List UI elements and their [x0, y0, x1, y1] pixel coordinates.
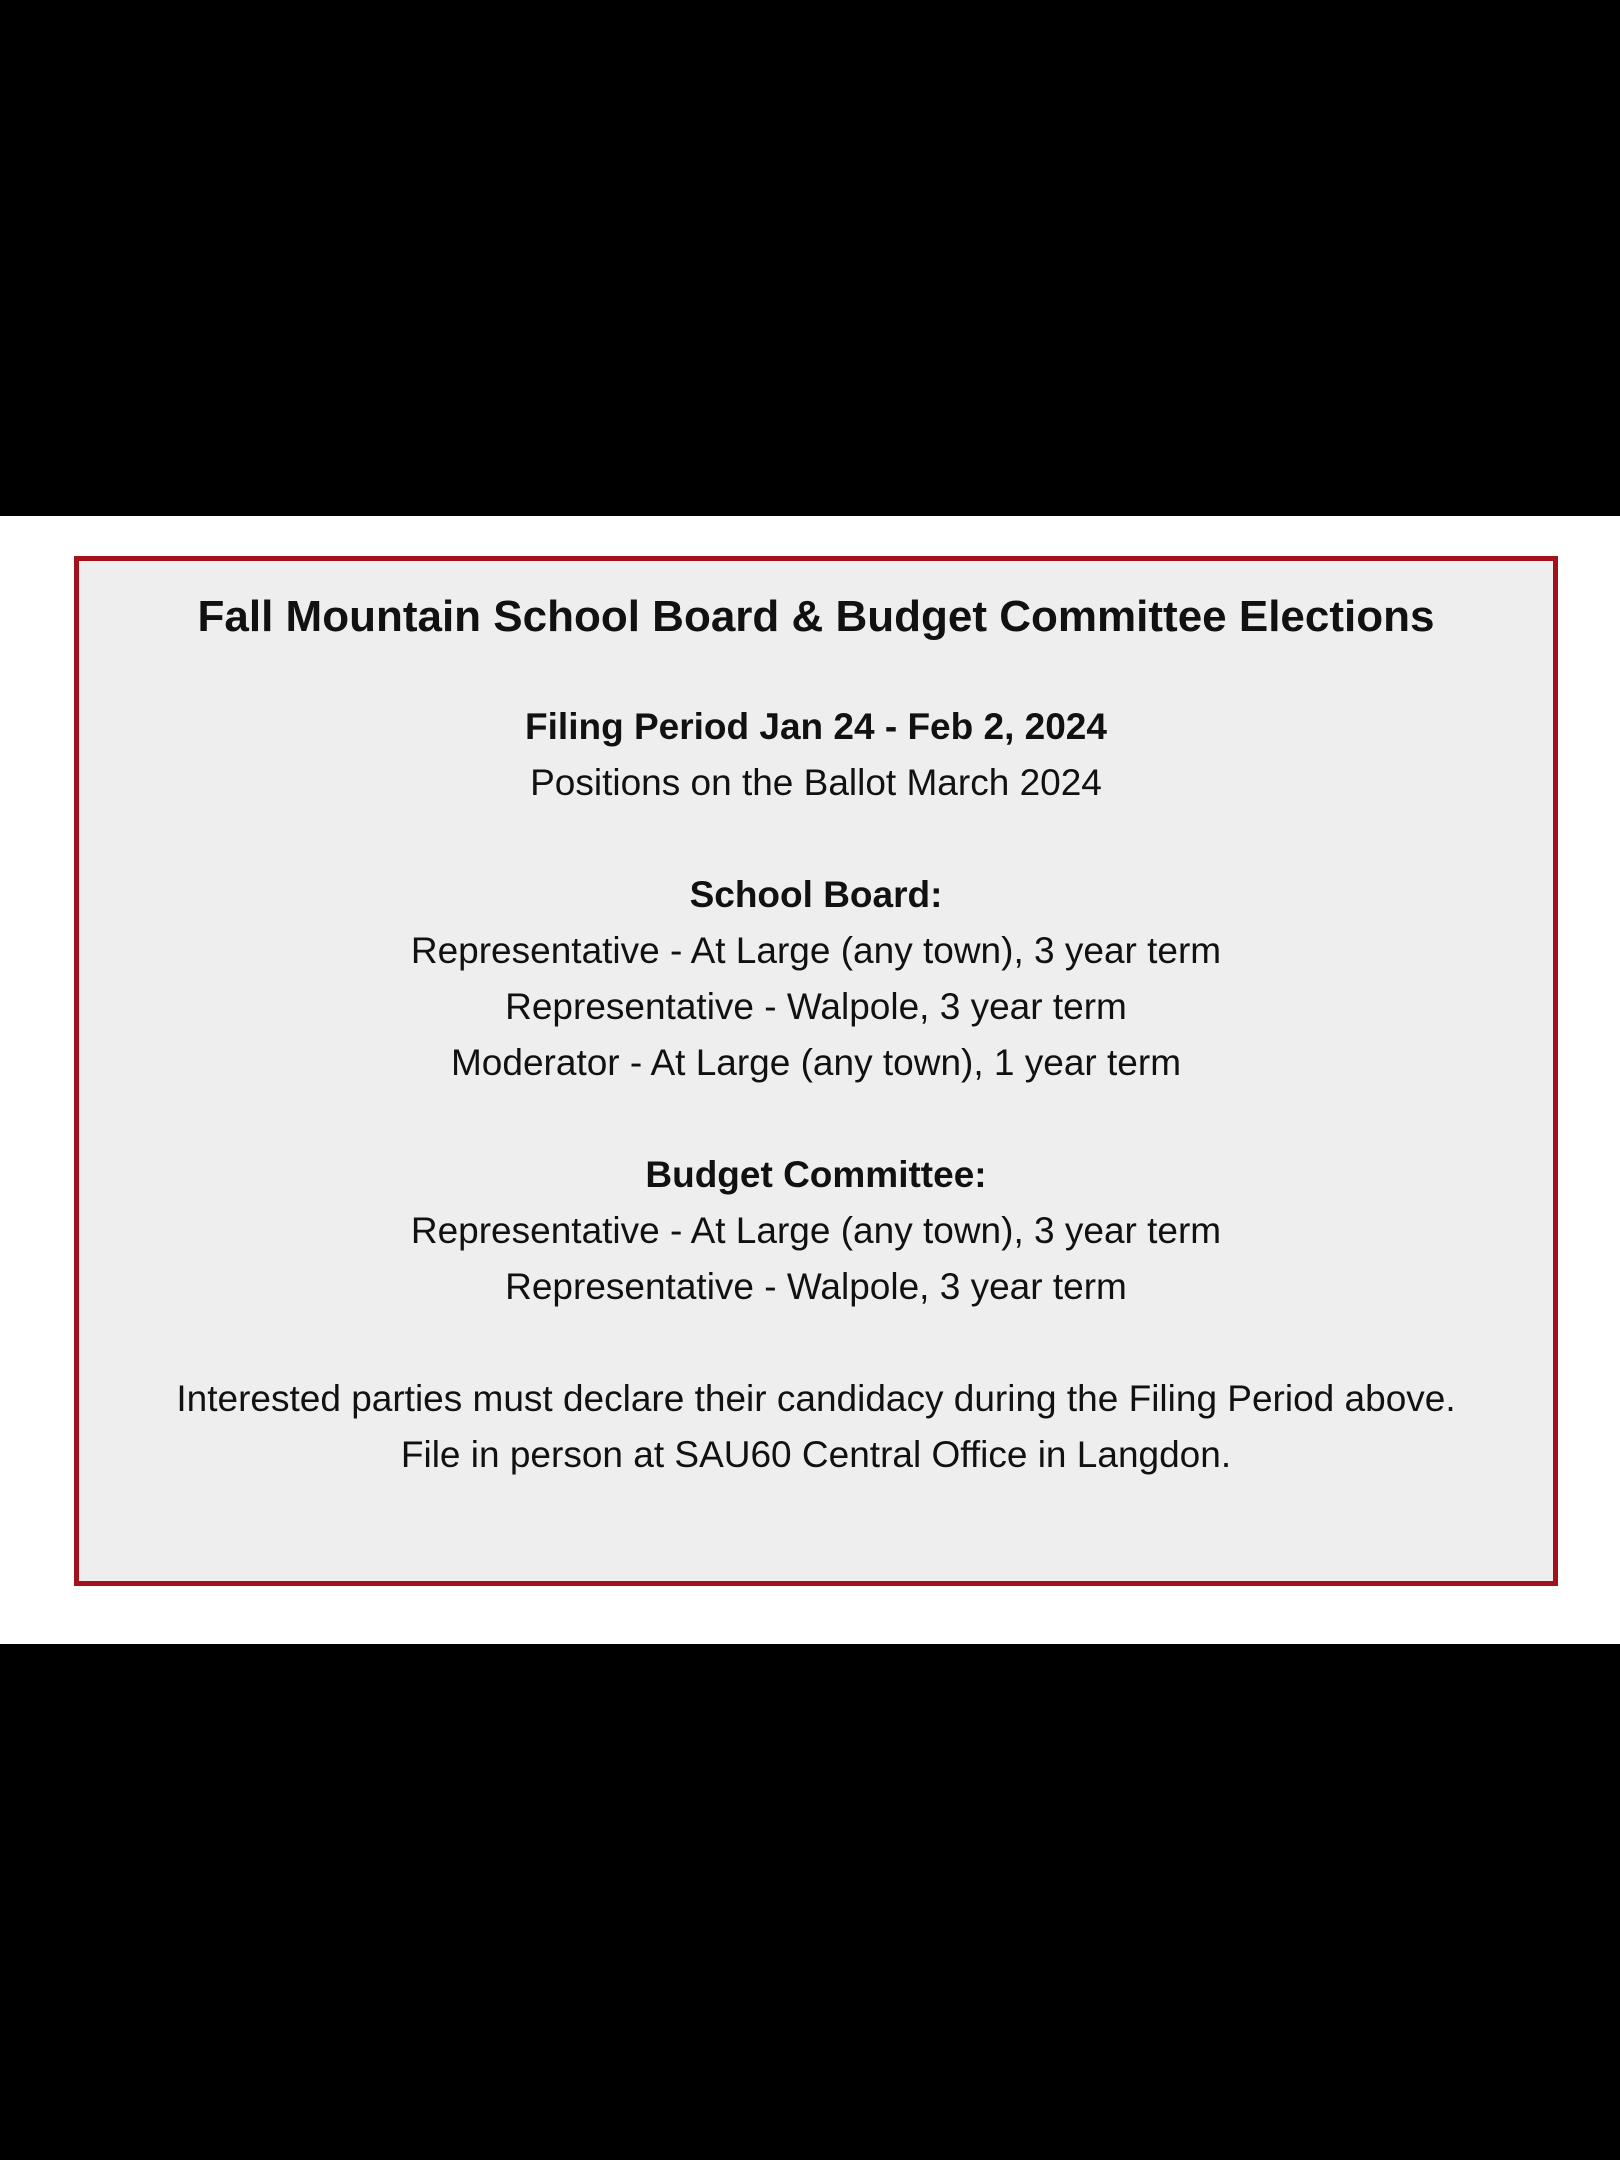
notice-box	[74, 556, 1558, 1586]
budget-committee-section	[79, 1147, 1553, 1315]
candidacy-note: Interested parties must declare their candidacy during the Filing Period above.	[176, 1378, 1456, 1419]
budget-committee-heading: Budget Committee:	[645, 1154, 987, 1195]
filing-info	[79, 699, 1553, 811]
budget-committee-position: Representative - Walpole, 3 year term	[505, 1266, 1127, 1307]
school-board-position: Moderator - At Large (any town), 1 year term	[450, 1042, 1182, 1083]
filing-period: Filing Period Jan 24 - Feb 2, 2024	[525, 706, 1107, 747]
school-board-position: Representative - Walpole, 3 year term	[505, 986, 1127, 1027]
budget-committee-position: Representative - At Large (any town), 3 year term	[410, 1210, 1222, 1251]
notice-title: Fall Mountain School Board & Budget Committee Elections	[197, 592, 1435, 641]
school-board-position: Representative - At Large (any town), 3 year term	[410, 930, 1222, 971]
notice-image	[0, 516, 1620, 1644]
ballot-date: Positions on the Ballot March 2024	[530, 762, 1102, 803]
school-board-heading: School Board:	[689, 874, 943, 915]
filing-location: File in person at SAU60 Central Office in Langdon.	[400, 1434, 1232, 1475]
school-board-section	[79, 867, 1553, 1091]
filing-instructions	[79, 1371, 1553, 1483]
